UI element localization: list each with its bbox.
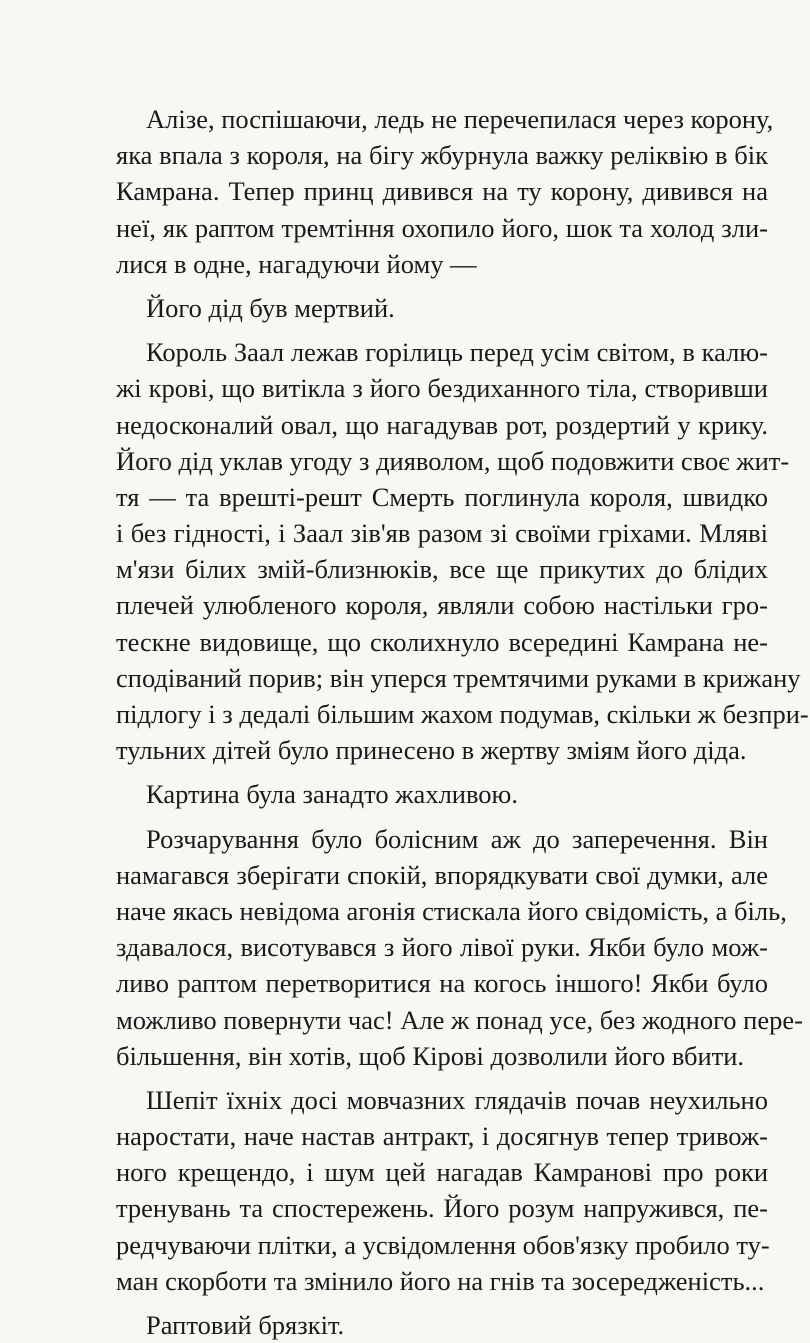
text-line: здавалося, висотувався з його лівої руки. Якби було мож-	[116, 932, 768, 963]
text-line: Раптовий брязкіт.	[146, 1310, 345, 1340]
text-line: Його дід був мертвий.	[146, 292, 395, 323]
text-line: лися в одне, нагадуючи йому —	[116, 248, 477, 279]
text-line: жі крові, що витікла з його бездиханного тіла, створивши	[116, 373, 768, 404]
text-line: наростати, наче настав антракт, і досягнув тепер тривож-	[116, 1121, 768, 1152]
text-line: Король Заал лежав горілиць перед усім світом, в калю-	[146, 337, 768, 368]
text-line: ман скорботи та змінило його на гнів та зосередженість...	[116, 1265, 765, 1296]
text-line: плечей улюбленого короля, являли собою настільки гро-	[116, 590, 768, 621]
paragraph	[116, 334, 809, 768]
paragraph	[116, 101, 774, 282]
text-line: підлогу і з дедалі більшим жахом подумав, скільки ж безпри-	[116, 699, 809, 729]
paragraph	[116, 1082, 768, 1299]
text-line: недосконалий овал, що нагадував рот, роздертий у крику.	[116, 409, 768, 440]
text-line: тренувань та спостережень. Його розум напружився, пе-	[116, 1193, 768, 1224]
text-line: м'язи білих змій-близнюків, все ще прикутих до блідих	[116, 554, 768, 585]
text-line: Розчарування було болісним аж до заперечення. Він	[146, 823, 768, 854]
text-line: сподіваний порив; він уперся тремтячими руками в крижану	[116, 662, 801, 693]
text-line: ного крещендо, і шум цей нагадав Камранові про роки	[116, 1157, 768, 1188]
paragraph	[116, 821, 803, 1074]
text-line: тя — та врешті-решт Смерть поглинула короля, швидко	[116, 481, 768, 512]
text-line: наче якась невідома агонія стискала його свідомість, а біль,	[116, 895, 787, 926]
body-text	[116, 101, 809, 1343]
text-line: яка впала з короля, на бігу жбурнула важку реліквію в бік	[116, 140, 768, 171]
text-line: Камрана. Тепер принц дивився на ту корону, дивився на	[116, 176, 768, 207]
text-line: тескне видовище, що сколихнуло всередині Камрана не-	[116, 626, 768, 657]
paragraph	[116, 776, 768, 812]
paragraph	[116, 1307, 768, 1343]
text-line: можливо повернути час! Але ж понад усе, без жодного пере-	[116, 1004, 803, 1035]
text-line: неї, як раптом тремтіння охопило його, шок та холод зли-	[116, 212, 768, 243]
text-line: Алізе, поспішаючи, ледь не перечепилася через корону,	[146, 104, 774, 134]
text-line: тульних дітей було принесено в жертву зміям його діда.	[116, 735, 747, 766]
text-line: редчуваючи плітки, а усвідомлення обов'язку пробило ту-	[116, 1229, 770, 1260]
text-line: ливо раптом перетворитися на когось іншого! Якби було	[116, 968, 768, 999]
text-line: Картина була занадто жахливою.	[146, 779, 518, 810]
paragraph	[116, 290, 768, 326]
text-line: Його дід уклав угоду з дияволом, щоб подовжити своє жит-	[116, 445, 790, 476]
text-line: і без гідності, і Заал зів'яв разом зі своїми гріхами. Мляві	[116, 518, 768, 549]
text-line: намагався зберігати спокій, впорядкувати свої думки, але	[116, 859, 768, 890]
text-line: Шепіт їхніх досі мовчазних глядачів почав неухильно	[146, 1084, 768, 1115]
text-line: більшення, він хотів, щоб Кірові дозволили його вбити.	[116, 1040, 745, 1071]
